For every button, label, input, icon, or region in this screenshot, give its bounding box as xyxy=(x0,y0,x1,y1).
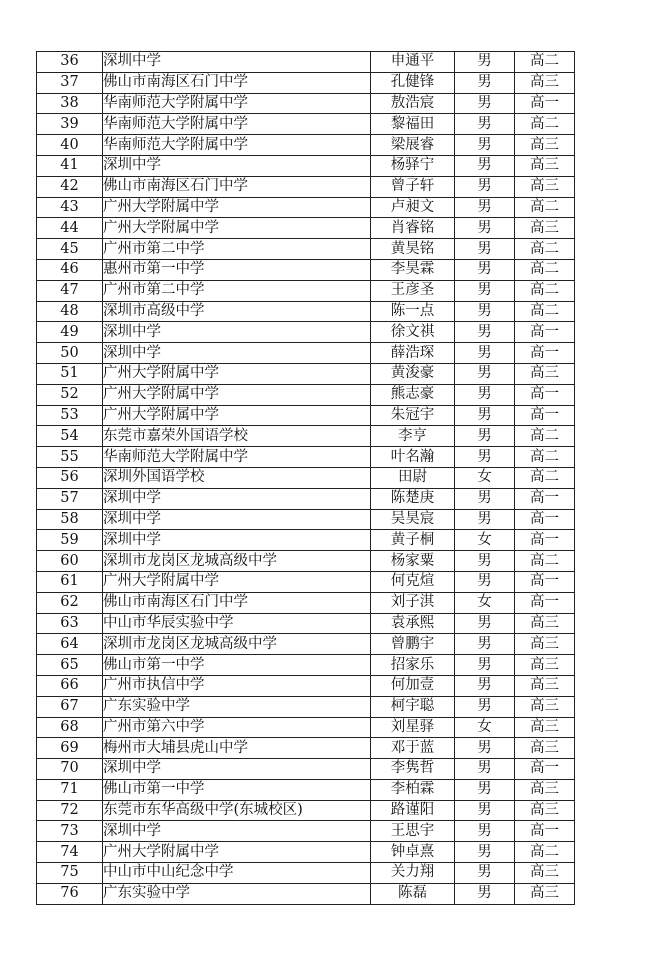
grade-cell: 高二 xyxy=(515,259,575,280)
student-name-cell: 何加壹 xyxy=(371,675,455,696)
grade-cell: 高三 xyxy=(515,218,575,239)
table-row xyxy=(37,509,575,530)
table-row xyxy=(37,301,575,322)
gender-cell: 男 xyxy=(455,863,515,884)
gender-cell: 男 xyxy=(455,280,515,301)
school-name-cell: 中山市中山纪念中学 xyxy=(103,863,371,884)
row-number-cell: 62 xyxy=(37,592,103,613)
school-name-cell: 深圳中学 xyxy=(103,821,371,842)
row-number-cell: 41 xyxy=(37,155,103,176)
roster-body xyxy=(37,52,575,905)
school-name-cell: 佛山市南海区石门中学 xyxy=(103,72,371,93)
school-name-cell: 深圳中学 xyxy=(103,488,371,509)
grade-cell: 高二 xyxy=(515,239,575,260)
row-number-cell: 63 xyxy=(37,613,103,634)
grade-cell: 高三 xyxy=(515,613,575,634)
table-row xyxy=(37,592,575,613)
gender-cell: 男 xyxy=(455,426,515,447)
student-name-cell: 吴昊宸 xyxy=(371,509,455,530)
table-row xyxy=(37,52,575,73)
row-number-cell: 50 xyxy=(37,343,103,364)
gender-cell: 男 xyxy=(455,135,515,156)
school-name-cell: 深圳中学 xyxy=(103,759,371,780)
gender-cell: 男 xyxy=(455,301,515,322)
grade-cell: 高一 xyxy=(515,322,575,343)
row-number-cell: 69 xyxy=(37,738,103,759)
row-number-cell: 40 xyxy=(37,135,103,156)
school-name-cell: 广州市第六中学 xyxy=(103,717,371,738)
table-row xyxy=(37,447,575,468)
table-row xyxy=(37,135,575,156)
table-row xyxy=(37,467,575,488)
gender-cell: 女 xyxy=(455,467,515,488)
student-name-cell: 何克煊 xyxy=(371,571,455,592)
table-row xyxy=(37,197,575,218)
grade-cell: 高三 xyxy=(515,363,575,384)
row-number-cell: 75 xyxy=(37,863,103,884)
table-row xyxy=(37,530,575,551)
grade-cell: 高三 xyxy=(515,634,575,655)
student-name-cell: 黎福田 xyxy=(371,114,455,135)
student-name-cell: 李柏霖 xyxy=(371,779,455,800)
table-row xyxy=(37,800,575,821)
grade-cell: 高二 xyxy=(515,114,575,135)
student-roster-table xyxy=(36,51,575,905)
student-name-cell: 黄子桐 xyxy=(371,530,455,551)
gender-cell: 女 xyxy=(455,530,515,551)
row-number-cell: 70 xyxy=(37,759,103,780)
row-number-cell: 53 xyxy=(37,405,103,426)
row-number-cell: 48 xyxy=(37,301,103,322)
student-name-cell: 李隽哲 xyxy=(371,759,455,780)
table-row xyxy=(37,675,575,696)
gender-cell: 男 xyxy=(455,239,515,260)
school-name-cell: 广东实验中学 xyxy=(103,696,371,717)
gender-cell: 男 xyxy=(455,842,515,863)
grade-cell: 高一 xyxy=(515,571,575,592)
student-name-cell: 袁承熙 xyxy=(371,613,455,634)
student-name-cell: 刘星驿 xyxy=(371,717,455,738)
table-row xyxy=(37,883,575,904)
gender-cell: 男 xyxy=(455,821,515,842)
student-name-cell: 钟卓熹 xyxy=(371,842,455,863)
grade-cell: 高三 xyxy=(515,655,575,676)
row-number-cell: 52 xyxy=(37,384,103,405)
student-name-cell: 薛浩琛 xyxy=(371,343,455,364)
grade-cell: 高三 xyxy=(515,696,575,717)
student-name-cell: 王彦圣 xyxy=(371,280,455,301)
row-number-cell: 59 xyxy=(37,530,103,551)
grade-cell: 高一 xyxy=(515,509,575,530)
school-name-cell: 华南师范大学附属中学 xyxy=(103,114,371,135)
table-row xyxy=(37,155,575,176)
student-name-cell: 叶名瀚 xyxy=(371,447,455,468)
school-name-cell: 华南师范大学附属中学 xyxy=(103,93,371,114)
student-name-cell: 路谨阳 xyxy=(371,800,455,821)
row-number-cell: 42 xyxy=(37,176,103,197)
row-number-cell: 57 xyxy=(37,488,103,509)
table-row xyxy=(37,488,575,509)
row-number-cell: 51 xyxy=(37,363,103,384)
grade-cell: 高二 xyxy=(515,197,575,218)
gender-cell: 男 xyxy=(455,114,515,135)
row-number-cell: 36 xyxy=(37,52,103,73)
row-number-cell: 55 xyxy=(37,447,103,468)
row-number-cell: 46 xyxy=(37,259,103,280)
grade-cell: 高一 xyxy=(515,343,575,364)
row-number-cell: 66 xyxy=(37,675,103,696)
gender-cell: 男 xyxy=(455,779,515,800)
school-name-cell: 华南师范大学附属中学 xyxy=(103,447,371,468)
student-name-cell: 孔健锋 xyxy=(371,72,455,93)
row-number-cell: 44 xyxy=(37,218,103,239)
gender-cell: 男 xyxy=(455,405,515,426)
gender-cell: 男 xyxy=(455,634,515,655)
grade-cell: 高三 xyxy=(515,717,575,738)
row-number-cell: 43 xyxy=(37,197,103,218)
row-number-cell: 61 xyxy=(37,571,103,592)
gender-cell: 男 xyxy=(455,259,515,280)
table-row xyxy=(37,72,575,93)
gender-cell: 男 xyxy=(455,738,515,759)
gender-cell: 男 xyxy=(455,655,515,676)
grade-cell: 高一 xyxy=(515,759,575,780)
table-row xyxy=(37,696,575,717)
table-row xyxy=(37,93,575,114)
school-name-cell: 广州市第二中学 xyxy=(103,239,371,260)
row-number-cell: 58 xyxy=(37,509,103,530)
gender-cell: 男 xyxy=(455,696,515,717)
table-row xyxy=(37,259,575,280)
gender-cell: 男 xyxy=(455,343,515,364)
row-number-cell: 74 xyxy=(37,842,103,863)
student-name-cell: 梁展睿 xyxy=(371,135,455,156)
school-name-cell: 中山市华辰实验中学 xyxy=(103,613,371,634)
table-row xyxy=(37,779,575,800)
table-row xyxy=(37,759,575,780)
gender-cell: 男 xyxy=(455,488,515,509)
school-name-cell: 深圳外国语学校 xyxy=(103,467,371,488)
school-name-cell: 广州大学附属中学 xyxy=(103,363,371,384)
grade-cell: 高二 xyxy=(515,52,575,73)
grade-cell: 高一 xyxy=(515,821,575,842)
row-number-cell: 39 xyxy=(37,114,103,135)
gender-cell: 女 xyxy=(455,592,515,613)
school-name-cell: 深圳中学 xyxy=(103,155,371,176)
row-number-cell: 64 xyxy=(37,634,103,655)
gender-cell: 男 xyxy=(455,197,515,218)
student-name-cell: 杨家粟 xyxy=(371,551,455,572)
school-name-cell: 广州大学附属中学 xyxy=(103,571,371,592)
school-name-cell: 深圳中学 xyxy=(103,343,371,364)
gender-cell: 男 xyxy=(455,176,515,197)
grade-cell: 高二 xyxy=(515,280,575,301)
student-name-cell: 王思宇 xyxy=(371,821,455,842)
gender-cell: 男 xyxy=(455,571,515,592)
grade-cell: 高三 xyxy=(515,135,575,156)
student-name-cell: 田尉 xyxy=(371,467,455,488)
student-name-cell: 刘子淇 xyxy=(371,592,455,613)
school-name-cell: 深圳市龙岗区龙城高级中学 xyxy=(103,551,371,572)
table-row xyxy=(37,738,575,759)
gender-cell: 男 xyxy=(455,72,515,93)
gender-cell: 男 xyxy=(455,613,515,634)
student-name-cell: 黄浚豪 xyxy=(371,363,455,384)
table-row xyxy=(37,280,575,301)
student-name-cell: 邓于蓝 xyxy=(371,738,455,759)
school-name-cell: 佛山市南海区石门中学 xyxy=(103,176,371,197)
grade-cell: 高二 xyxy=(515,301,575,322)
table-row xyxy=(37,717,575,738)
row-number-cell: 72 xyxy=(37,800,103,821)
grade-cell: 高二 xyxy=(515,447,575,468)
row-number-cell: 37 xyxy=(37,72,103,93)
row-number-cell: 67 xyxy=(37,696,103,717)
student-name-cell: 李昊霖 xyxy=(371,259,455,280)
student-name-cell: 黄昊铭 xyxy=(371,239,455,260)
row-number-cell: 71 xyxy=(37,779,103,800)
grade-cell: 高二 xyxy=(515,551,575,572)
table-row xyxy=(37,363,575,384)
gender-cell: 男 xyxy=(455,759,515,780)
student-name-cell: 柯宇聪 xyxy=(371,696,455,717)
table-row xyxy=(37,842,575,863)
row-number-cell: 65 xyxy=(37,655,103,676)
table-row xyxy=(37,218,575,239)
grade-cell: 高三 xyxy=(515,779,575,800)
gender-cell: 男 xyxy=(455,551,515,572)
student-name-cell: 肖睿铭 xyxy=(371,218,455,239)
table-row xyxy=(37,613,575,634)
school-name-cell: 广州市执信中学 xyxy=(103,675,371,696)
grade-cell: 高一 xyxy=(515,592,575,613)
school-name-cell: 佛山市南海区石门中学 xyxy=(103,592,371,613)
school-name-cell: 广州大学附属中学 xyxy=(103,218,371,239)
gender-cell: 男 xyxy=(455,52,515,73)
school-name-cell: 广州大学附属中学 xyxy=(103,384,371,405)
student-name-cell: 关力翔 xyxy=(371,863,455,884)
grade-cell: 高三 xyxy=(515,176,575,197)
student-name-cell: 申通平 xyxy=(371,52,455,73)
student-name-cell: 敖浩宸 xyxy=(371,93,455,114)
student-name-cell: 曾鹏宇 xyxy=(371,634,455,655)
grade-cell: 高三 xyxy=(515,738,575,759)
table-row xyxy=(37,405,575,426)
gender-cell: 男 xyxy=(455,93,515,114)
grade-cell: 高三 xyxy=(515,675,575,696)
school-name-cell: 广州大学附属中学 xyxy=(103,842,371,863)
row-number-cell: 54 xyxy=(37,426,103,447)
school-name-cell: 深圳市高级中学 xyxy=(103,301,371,322)
gender-cell: 女 xyxy=(455,717,515,738)
school-name-cell: 东莞市嘉荣外国语学校 xyxy=(103,426,371,447)
student-name-cell: 杨驿宁 xyxy=(371,155,455,176)
row-number-cell: 68 xyxy=(37,717,103,738)
table-row xyxy=(37,426,575,447)
grade-cell: 高三 xyxy=(515,863,575,884)
table-row xyxy=(37,634,575,655)
row-number-cell: 76 xyxy=(37,883,103,904)
school-name-cell: 深圳中学 xyxy=(103,530,371,551)
table-row xyxy=(37,571,575,592)
table-row xyxy=(37,821,575,842)
student-name-cell: 熊志豪 xyxy=(371,384,455,405)
row-number-cell: 38 xyxy=(37,93,103,114)
gender-cell: 男 xyxy=(455,322,515,343)
gender-cell: 男 xyxy=(455,883,515,904)
school-name-cell: 广东实验中学 xyxy=(103,883,371,904)
table-row xyxy=(37,551,575,572)
row-number-cell: 47 xyxy=(37,280,103,301)
grade-cell: 高三 xyxy=(515,155,575,176)
grade-cell: 高三 xyxy=(515,72,575,93)
school-name-cell: 华南师范大学附属中学 xyxy=(103,135,371,156)
gender-cell: 男 xyxy=(455,218,515,239)
gender-cell: 男 xyxy=(455,363,515,384)
gender-cell: 男 xyxy=(455,384,515,405)
student-name-cell: 陈一点 xyxy=(371,301,455,322)
row-number-cell: 45 xyxy=(37,239,103,260)
table-row xyxy=(37,176,575,197)
school-name-cell: 佛山市第一中学 xyxy=(103,655,371,676)
school-name-cell: 东莞市东华高级中学(东城校区) xyxy=(103,800,371,821)
gender-cell: 男 xyxy=(455,675,515,696)
school-name-cell: 广州市第二中学 xyxy=(103,280,371,301)
row-number-cell: 56 xyxy=(37,467,103,488)
grade-cell: 高一 xyxy=(515,488,575,509)
grade-cell: 高一 xyxy=(515,384,575,405)
gender-cell: 男 xyxy=(455,155,515,176)
table-row xyxy=(37,863,575,884)
gender-cell: 男 xyxy=(455,447,515,468)
grade-cell: 高二 xyxy=(515,426,575,447)
grade-cell: 高一 xyxy=(515,405,575,426)
grade-cell: 高二 xyxy=(515,842,575,863)
school-name-cell: 惠州市第一中学 xyxy=(103,259,371,280)
table-row xyxy=(37,322,575,343)
table-row xyxy=(37,114,575,135)
gender-cell: 男 xyxy=(455,800,515,821)
student-name-cell: 徐文祺 xyxy=(371,322,455,343)
school-name-cell: 广州大学附属中学 xyxy=(103,197,371,218)
student-name-cell: 陈磊 xyxy=(371,883,455,904)
row-number-cell: 60 xyxy=(37,551,103,572)
student-name-cell: 陈楚庚 xyxy=(371,488,455,509)
table-row xyxy=(37,384,575,405)
school-name-cell: 深圳中学 xyxy=(103,322,371,343)
student-name-cell: 卢昶文 xyxy=(371,197,455,218)
row-number-cell: 49 xyxy=(37,322,103,343)
student-name-cell: 李亨 xyxy=(371,426,455,447)
table-row xyxy=(37,343,575,364)
school-name-cell: 深圳中学 xyxy=(103,509,371,530)
school-name-cell: 佛山市第一中学 xyxy=(103,779,371,800)
school-name-cell: 广州大学附属中学 xyxy=(103,405,371,426)
grade-cell: 高一 xyxy=(515,93,575,114)
table-row xyxy=(37,239,575,260)
grade-cell: 高二 xyxy=(515,467,575,488)
table-row xyxy=(37,655,575,676)
student-name-cell: 招家乐 xyxy=(371,655,455,676)
grade-cell: 高一 xyxy=(515,530,575,551)
school-name-cell: 深圳中学 xyxy=(103,52,371,73)
student-name-cell: 曾子轩 xyxy=(371,176,455,197)
gender-cell: 男 xyxy=(455,509,515,530)
grade-cell: 高三 xyxy=(515,800,575,821)
school-name-cell: 梅州市大埔县虎山中学 xyxy=(103,738,371,759)
student-name-cell: 朱冠宇 xyxy=(371,405,455,426)
grade-cell: 高三 xyxy=(515,883,575,904)
school-name-cell: 深圳市龙岗区龙城高级中学 xyxy=(103,634,371,655)
row-number-cell: 73 xyxy=(37,821,103,842)
